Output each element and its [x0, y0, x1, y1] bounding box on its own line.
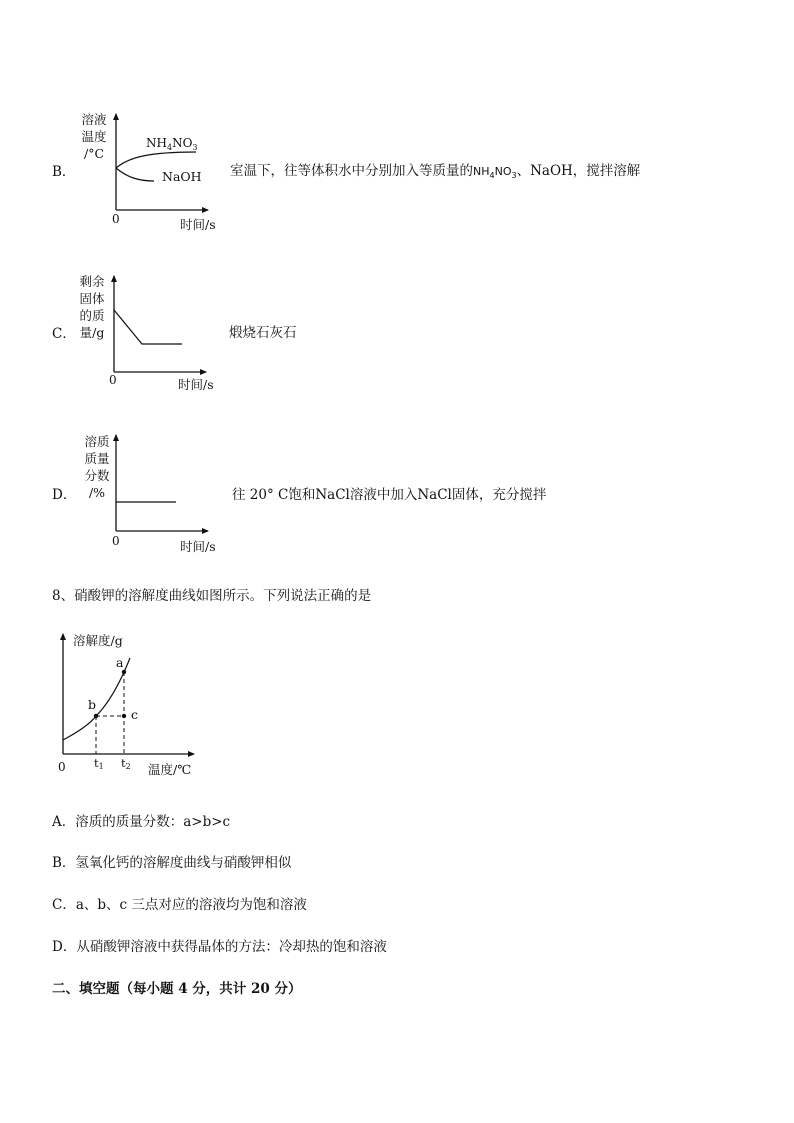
option-c-origin: 0 — [109, 373, 117, 387]
option-b-letter: B． — [52, 164, 76, 180]
option-b-y-axis-label: 溶液 温度 /°C — [81, 112, 107, 161]
kno3-solubility-curve — [63, 658, 130, 740]
option-b-naoh-label: NaOH — [162, 169, 202, 184]
section-2-heading: 二、填空题（每小题 4 分，共计 20 分） — [52, 981, 302, 997]
q8-option-c: C．a、b、c 三点对应的溶液均为饱和溶液 — [52, 897, 307, 913]
solubility-origin: 0 — [58, 760, 66, 774]
point-b-label: b — [88, 697, 97, 712]
point-c — [122, 714, 126, 718]
option-b-origin: 0 — [112, 212, 120, 226]
option-c-x-axis-label: 时间/s — [178, 377, 214, 392]
point-a-label: a — [116, 655, 124, 670]
option-b-nh4no3-label: $NH_4NO_3$ — [146, 136, 198, 152]
t2-tick-label: t2 — [121, 756, 131, 771]
point-b — [94, 714, 98, 718]
question-8-stem: 8、硝酸钾的溶解度曲线如图所示。下列说法正确的是 — [52, 588, 372, 604]
solubility-y-axis-label: 溶解度/g — [73, 633, 123, 648]
point-c-label: c — [131, 707, 139, 722]
option-b-description-chem: $NH_4NO_3$ — [473, 165, 517, 181]
t1-tick-label: t1 — [94, 756, 104, 771]
option-d-origin: 0 — [112, 534, 120, 548]
option-d-description: 往 20° C饱和NaCl溶液中加入NaCl固体，充分搅拌 — [232, 487, 547, 503]
option-d-x-axis-label: 时间/s — [180, 539, 216, 554]
option-d-y-axis-label: 溶质 质量 分数 /% — [84, 434, 110, 500]
option-b-description: 室温下，往等体积水中分别加入等质量的$NH_4NO_3$、NaOH，搅拌溶解 — [230, 163, 641, 181]
q8-option-b: B．氢氧化钙的溶解度曲线与硝酸钾相似 — [52, 855, 292, 871]
q8-option-a: A．溶质的质量分数：a>b>c — [52, 814, 231, 830]
q8-option-d: D．从硝酸钾溶液中获得晶体的方法：冷却热的饱和溶液 — [52, 939, 387, 955]
point-a — [122, 670, 126, 674]
option-b-x-axis-label: 时间/s — [180, 217, 216, 232]
option-c-letter: C． — [52, 326, 76, 342]
option-c-description: 煅烧石灰石 — [229, 325, 297, 341]
option-c-y-axis-label: 剩余 固体 的质 量/g — [79, 274, 105, 340]
solubility-x-axis-label: 温度/℃ — [148, 762, 192, 777]
option-d-letter: D． — [52, 487, 77, 503]
